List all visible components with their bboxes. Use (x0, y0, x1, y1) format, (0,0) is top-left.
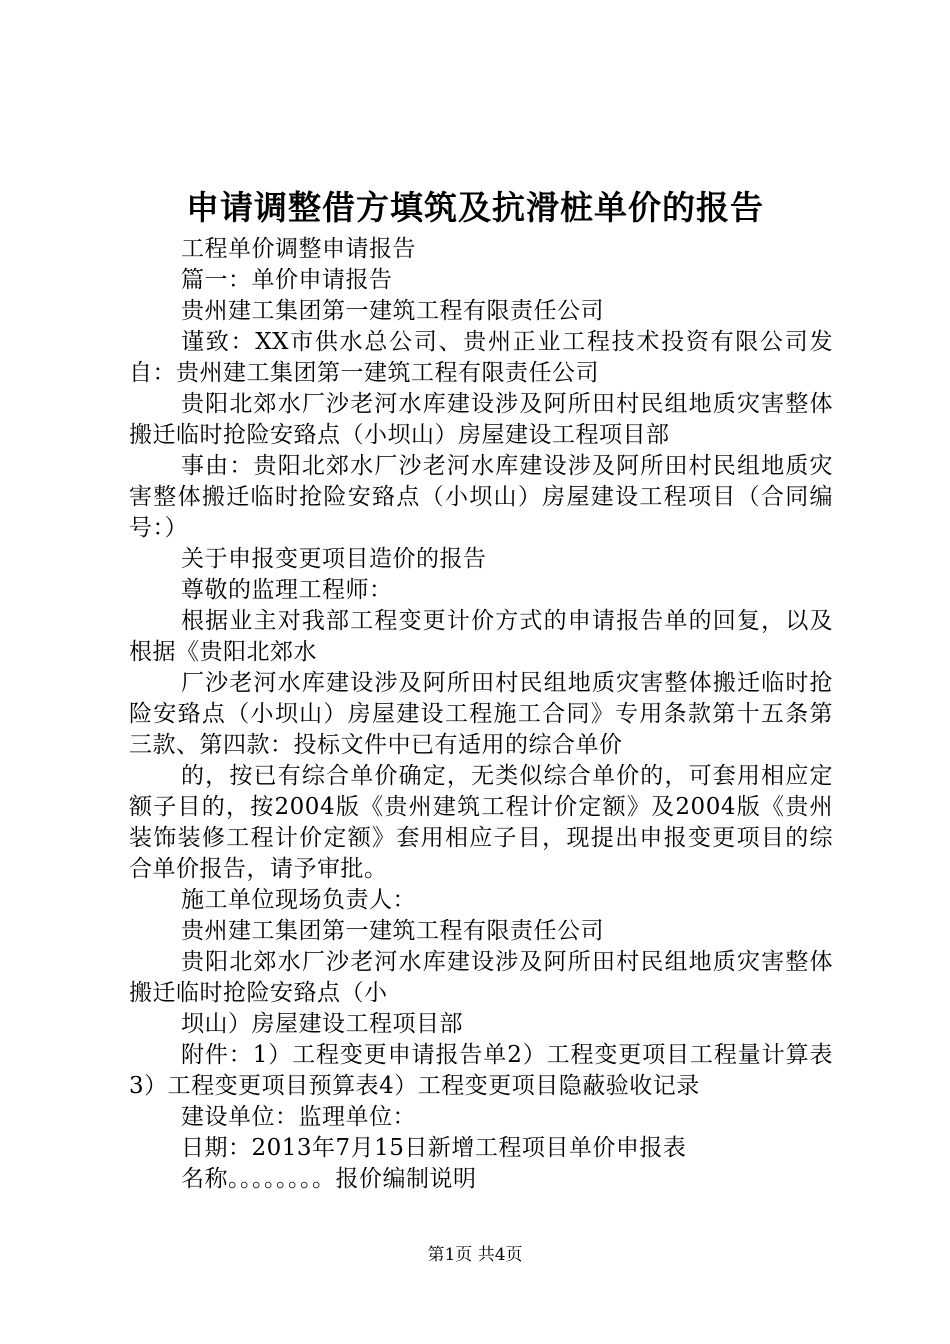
paragraph: 贵阳北郊水厂沙老河水库建设涉及阿所田村民组地质灾害整体搬迁临时抢险安臵点（小坝山）房屋建设工程项目部 (129, 391, 833, 448)
paragraph: 坝山）房屋建设工程项目部 (181, 1011, 463, 1037)
paragraph: 根据业主对我部工程变更计价方式的申请报告单的回复，以及根据《贵阳北郊水 (129, 608, 833, 665)
page-footer: 第1页 共4页 (427, 1245, 523, 1265)
document-body (129, 234, 833, 1195)
paragraph: 贵阳北郊水厂沙老河水库建设涉及阿所田村民组地质灾害整体搬迁临时抢险安臵点（小 (129, 949, 833, 1006)
paragraph: 的，按已有综合单价确定，无类似综合单价的，可套用相应定额子目的，按2004版《贵州建筑工程计价定额》及2004版《贵州装饰装修工程计价定额》套用相应子目，现提出申报变更项目的综合单价报告，请予审批。 (129, 763, 833, 882)
paragraph: 建设单位：监理单位： (181, 1104, 416, 1130)
paragraph: 贵州建工集团第一建筑工程有限责任公司 (181, 918, 604, 944)
paragraph: 施工单位现场负责人： (181, 887, 416, 913)
paragraph: 日期：2013年7月15日新增工程项目单价申报表 (181, 1135, 687, 1161)
paragraph: 谨致：XX市供水总公司、贵州正业工程技术投资有限公司发自：贵州建工集团第一建筑工程有限责任公司 (129, 329, 833, 386)
paragraph: 厂沙老河水库建设涉及阿所田村民组地质灾害整体搬迁临时抢险安臵点（小坝山）房屋建设工程施工合同》专用条款第十五条第三款、第四款：投标文件中已有适用的综合单价 (129, 670, 833, 758)
paragraph: 尊敬的监理工程师： (181, 577, 393, 603)
paragraph: 名称。。。。。。。。报价编制说明 (181, 1166, 477, 1192)
paragraph: 关于申报变更项目造价的报告 (181, 546, 487, 572)
paragraph: 工程单价调整申请报告 (181, 236, 416, 262)
paragraph: 附件：1）工程变更申请报告单2）工程变更项目工程量计算表3）工程变更项目预算表4）工程变更项目隐蔽验收记录 (129, 1042, 833, 1099)
document-title: 申请调整借方填筑及抗滑桩单价的报告 (186, 188, 764, 227)
paragraph: 篇一：单价申请报告 (181, 267, 393, 293)
paragraph: 事由：贵阳北郊水厂沙老河水库建设涉及阿所田村民组地质灾害整体搬迁临时抢险安臵点（小坝山）房屋建设工程项目（合同编号：） (129, 453, 833, 541)
paragraph: 贵州建工集团第一建筑工程有限责任公司 (181, 298, 604, 324)
